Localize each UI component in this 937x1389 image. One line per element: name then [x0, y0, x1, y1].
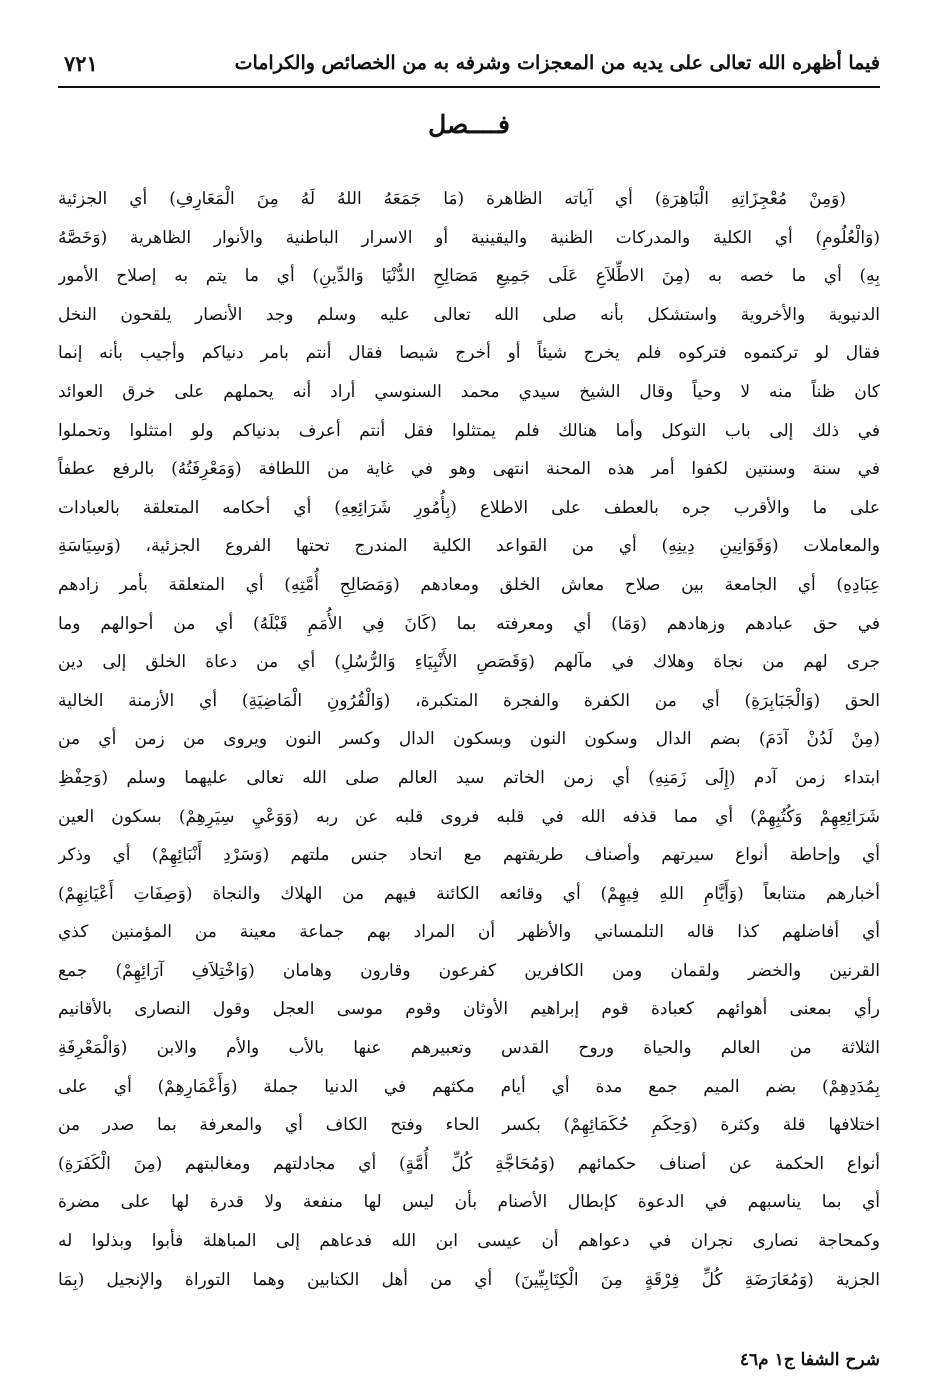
section-title: فــــصل: [428, 110, 510, 139]
text-line: في حق عبادهم وزهادهم (وَمَا) أي ومعرفته بما (كَانَ فِي الأُمَمِ قَبْلَهُ) أي من أحوالهم وما: [58, 613, 880, 634]
text-line: (وَالْعُلُومِ) أي الكلية والمدركات الظنية واليقينية أو الاسرار الباطنية والأنوار الظاهرية (وَخَصَّهُ: [58, 227, 880, 248]
text-line: اختلافها قلة وكثرة (وَحِكَمِ حُكَمَائِهِمْ) بكسر الحاء وفتح الكاف أي والمعرفة بما صدر من: [58, 1115, 880, 1136]
text-line: أخبارهم متتابعاً (وَأَيَّامِ اللهِ فِيهِمْ) أي وقائعه الكائنة فيهم من الهلاك والنجاة (وَصِفَاتِ أَعْيَانِهِمْ): [58, 883, 880, 904]
footer-signature: شرح الشفا ج١ م٤٦: [739, 1350, 880, 1370]
text-line: وكمحاجة نصارى نجران في دعواهم أن عيسى ابن الله فدعاهم إلى المباهلة فأبوا وبذلوا له: [58, 1231, 880, 1252]
running-title: فيما أظهره الله تعالى على يديه من المعجزات وشرفه به من الخصائص والكرامات: [234, 52, 880, 74]
text-line: والمعاملات (وَقَوَانِينِ دِينِهِ) أي من القواعد الكلية المندرج تحتها الفروع الجزئية، (وَسِيَاسَةِ: [58, 536, 880, 557]
text-line: في ذلك إلى باب التوكل وأما هنالك فلم يمتثلوا فقل أنتم أعرف بدنياكم ولو امتثلوا وتحملوا: [58, 420, 880, 441]
text-line: أي وإحاطة أنواع سيرتهم وأصناف طريقتهم مع اتحاد جنس ملتهم (وَسَرْدِ أَنْبَائِهِمْ) أي وذكر: [58, 845, 880, 866]
page-number: ٧٢١: [64, 50, 98, 76]
text-line: بِمُدَدِهِمْ) بضم الميم جمع مدة أي أيام مكثهم في الدنيا جملة (وَأَعْمَارِهِمْ) أي على: [58, 1076, 880, 1097]
text-line: بِهِ) أي ما خصه به (مِنَ الاطِّلاَعِ عَلَى جَمِيعِ مَصَالِحِ الدُّنْيَا وَالدِّينِ) أي ما يتم به إصلاح الأمور: [58, 266, 880, 287]
text-line: رأي بمعنى أهوائهم كعبادة قوم إبراهيم الأوثان وقوم موسى العجل وقول النصارى بالأقانيم: [58, 999, 880, 1020]
text-line: جرى لهم من نجاة وهلاك في مآلهم (وَقَصَصِ الأَنْبِيَاءِ وَالرُّسُلِ) أي من دعاة الخلق إلى دين: [58, 652, 880, 673]
text-line: أنواع الحكمة عن أصناف حكمائهم (وَمُحَاجَّةِ كُلِّ أُمَّةٍ) أي مجادلتهم ومغالبتهم (مِنَ الْكَفَرَةِ): [58, 1153, 880, 1174]
text-line: كان ظناً منه لا وحياً وقال الشيخ سيدي محمد السنوسي أراد أنه يحملهم على خرق العوائد: [58, 381, 880, 402]
text-line: فقال لو تركتموه فتركوه فلم يخرج شيئاً أو أخرج شيصا فقال أنتم بامر دنياكم وأجيب بأنه إنما: [58, 343, 880, 364]
text-line: (مِنْ لَدُنْ آدَمَ) بضم الدال وسكون النون وبسكون الدال وكسر النون ويروى من زمن أي من: [58, 729, 880, 750]
text-line: أي بما يناسبهم في الدعوة كإبطال الأصنام بأن ليس لها منفعة ولا قدرة لها على مضرة: [58, 1192, 880, 1213]
text-line: شَرَائِعِهِمْ وَكُتُبِهِمْ) أي مما قذفه الله في قلبه فروى قلبه عن ربه (وَوَعْيِ سِيَرِهِمْ) بسكون العين: [58, 806, 880, 827]
text-line: الثلاثة من العالم والحياة وروح القدس وتعبيرهم عنها بالأب والأم والابن (وَالْمَعْرِفَةِ: [58, 1038, 880, 1059]
page: [58, 40, 880, 1370]
text-line: الحق (وَالْجَبَابِرَةِ) أي من الكفرة والفجرة المتكبرة، (وَالْقُرُونِ الْمَاضِيَةِ) أي الأزمنة الخالية: [58, 690, 880, 711]
text-line: الدنيوية والأخروية واستشكل بأنه صلى الله تعالى عليه وسلم وجد الأنصار يلقحون النخل: [58, 304, 880, 325]
text-line: الجزية (وَمُعَارَضَةِ كُلِّ فِرْقَةٍ مِنَ الْكِتَابِيِّينَ) أي من أهل الكتابين وهما التوراة والإنجيل (بِمَا: [58, 1269, 880, 1290]
text-line: القرنين والخضر ولقمان ومن الكافرين كفرعون وقارون وهامان (وَاخْتِلاَفِ آرَائِهِمْ) جمع: [58, 960, 880, 981]
text-line: ابتداء زمن آدم (إِلَى زَمَنِهِ) أي زمن الخاتم سيد العالم صلى الله تعالى عليهما وسلم (وَحِفْظِ: [58, 767, 880, 788]
running-header: [58, 40, 880, 88]
text-line: على ما والأقرب جره بالعطف على الاطلاع (بِأُمُورِ شَرَائِعِهِ) أي أحكامه المتعلقة بالعبادات: [58, 497, 880, 518]
body-text: [58, 180, 880, 1299]
text-line: في سنة وسنتين لكفوا أمر هذه المحنة انتهى وهو في غاية من اللطافة (وَمَعْرِفَتُهُ) بالرفع عطفاً: [58, 459, 880, 480]
text-line: (وَمِنْ مُعْجِزَاتِهِ الْبَاهِرَةِ) أي آياته الظاهرة (مَا جَمَعَهُ اللهُ لَهُ مِنَ الْمَعَارِفِ) أي الجزئية: [58, 189, 846, 209]
text-line: عِبَادِهِ) أي الجامعة بين صلاح معاش الخلق ومعادهم (وَمَصَالِحِ أُمَّتِهِ) أي المتعلقة بأمر زادهم: [58, 574, 880, 595]
text-line: أي أفاضلهم كذا قاله التلمساني والأظهر أن المراد بهم جماعة معينة من المؤمنين كذي: [58, 922, 880, 943]
